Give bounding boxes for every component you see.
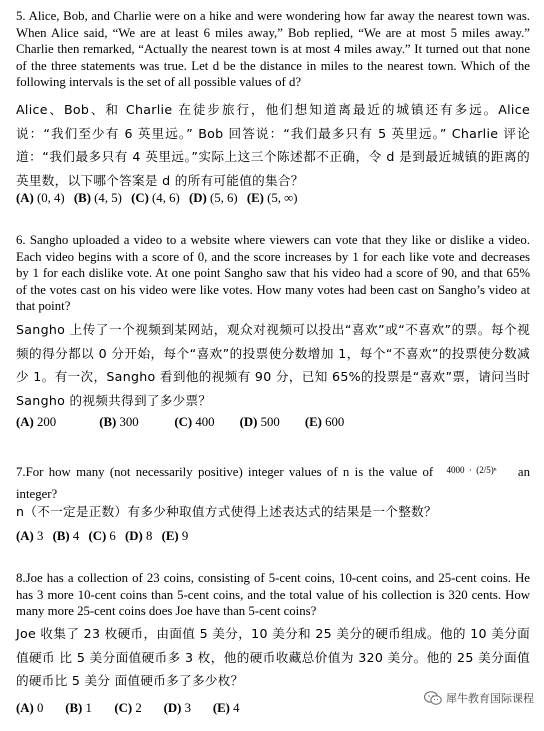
watermark [424,690,534,706]
option-b [99,414,165,430]
option-text: 3 [184,701,191,715]
option-a [16,414,90,430]
option-text: 500 [260,415,280,429]
option-letter: (A) [16,701,34,715]
option-text: 300 [119,415,139,429]
option-text: 8 [146,529,153,543]
option-b [74,190,122,206]
option-d [189,190,238,206]
option-a [16,190,65,206]
option-letter: (C) [114,701,133,715]
problem-8-english: 8.Joe has a collection of 23 coins, consisting of 5-cent coins, 10-cent coins, and 25-cent coins. He has 3 more 10-cent coins than 5-cent coins, and the total value of his collection is 320 cents. How many more 25-cent coins does Joe have than 5-cent coins? [16,571,530,619]
option-letter: (C) [88,529,107,543]
option-b [53,528,80,544]
problem-8-chinese: Joe 收集了 23 枚硬币，由面值 5 美分，10 美分和 25 美分的硬币组成。他的 10 美分面值硬币 比 5 美分面值硬币多 3 枚，他的硬币收藏总价值为 320 美分。他的 25 美分面值的硬币比 5 美分 面值硬币多了多少枚？ [16,626,530,688]
problem-5-options [16,190,530,206]
option-text: (5, 6) [209,191,238,205]
problem-5-chinese: Alice、Bob、和 Charlie 在徒步旅行，他们想知道离最近的城镇还有多远。Alice 说：“我们至少有 6 英里远。” Bob 回答说：“我们最多只有 5 英里远。” Charlie 评论道：“我们最多只有 4 英里远。”实际上这三个陈述都不正确，令 d 是到最近城镇的距离的英里数，以下哪个答案是 d 的所有可能值的集合？ [16,102,530,188]
option-c [131,190,180,206]
option-text: 4 [72,529,80,543]
option-letter: (A) [16,191,34,205]
option-text: (4, 6) [152,191,180,205]
option-text: (5, ∞) [267,191,298,205]
problem-7-english [16,459,530,505]
option-letter: (E) [304,415,322,429]
option-e [162,528,189,544]
option-letter: (A) [16,529,34,543]
option-letter: (E) [212,701,230,715]
option-text: (4, 5) [94,191,122,205]
option-a [16,528,43,544]
option-text: 4 [233,701,240,715]
option-text: 1 [85,701,92,715]
option-e [247,190,298,206]
option-text: 200 [36,415,57,429]
problem-7-text-start: 7.For how many (not necessarily positive) integer values of n is the value of [16,465,439,479]
watermark-text: 犀牛教育国际课程 [446,692,534,705]
option-e [213,700,240,716]
problem-7-options [16,528,530,544]
option-c [114,700,154,716]
option-letter: (B) [99,415,117,429]
option-text: 2 [135,701,142,715]
problem-6-english: 6. Sangho uploaded a video to a website where viewers can vote that they like or dislike a video. Each video begins with a score of 0, and the score increases by 1 for each like vote and decreases by 1 for each dislike vote. At one point Sangho saw that his video had a score of 90, and that 65% of the votes cast on his video were like votes. How many votes had been cast on Sangho’s video at that point? [16,233,530,314]
option-text: (0, 4) [36,191,65,205]
option-d [125,528,152,544]
option-c [88,528,115,544]
problem-7-formula: 4000 · (2/5)ⁿ [446,465,497,475]
wechat-icon [424,691,442,705]
problem-5-english: 5. Alice, Bob, and Charlie were on a hike and were wondering how far away the nearest town was. When Alice said, “We are at least 6 miles away,” Bob replied, “We are at most 5 miles away.” Charlie then remarked, “Actually the nearest town is at most 4 miles away.” It turned out that none of the three statements was true. Let d be the distance in miles to the nearest town. Which of the following intervals is the set of all possible values of d? [16,9,530,90]
option-b [65,700,105,716]
option-a [16,700,56,716]
option-letter: (C) [131,191,149,205]
problem-7-text-end: an integer? [16,465,531,501]
option-e [305,414,344,430]
option-text: 3 [36,529,44,543]
option-d [164,700,204,716]
option-letter: (B) [52,529,70,543]
option-letter: (B) [65,701,83,715]
option-letter: (E) [246,191,264,205]
problem-6-chinese: Sangho 上传了一个视频到某网站，观众对视频可以投出“喜欢”或“不喜欢”的票。每个视频的得分都以 0 分开始，每个“喜欢”的投票使分数增加 1，每个“不喜欢”的投票使分数减少 1。有一次，Sangho 看到他的视频有 90 分，已知 65%的投票是“喜欢”票，请问当时 Sangho 的视频共得到了多少票？ [16,322,530,408]
option-letter: (D) [125,529,143,543]
problem-7-chinese: n（不一定是正数）有多少种取值方式使得上述表达式的结果是一个整数？ [16,504,437,519]
option-letter: (D) [163,701,182,715]
option-text: 0 [36,701,44,715]
problem-6-options [16,414,530,430]
option-text: 600 [325,415,345,429]
option-letter: (E) [161,529,179,543]
option-text: 6 [109,529,116,543]
option-letter: (B) [73,191,91,205]
option-letter: (A) [16,415,34,429]
option-c [174,414,230,430]
option-d [240,414,296,430]
option-letter: (D) [239,415,258,429]
option-text: 9 [181,529,189,543]
option-text: 400 [195,415,215,429]
option-letter: (D) [188,191,207,205]
option-letter: (C) [174,415,193,429]
